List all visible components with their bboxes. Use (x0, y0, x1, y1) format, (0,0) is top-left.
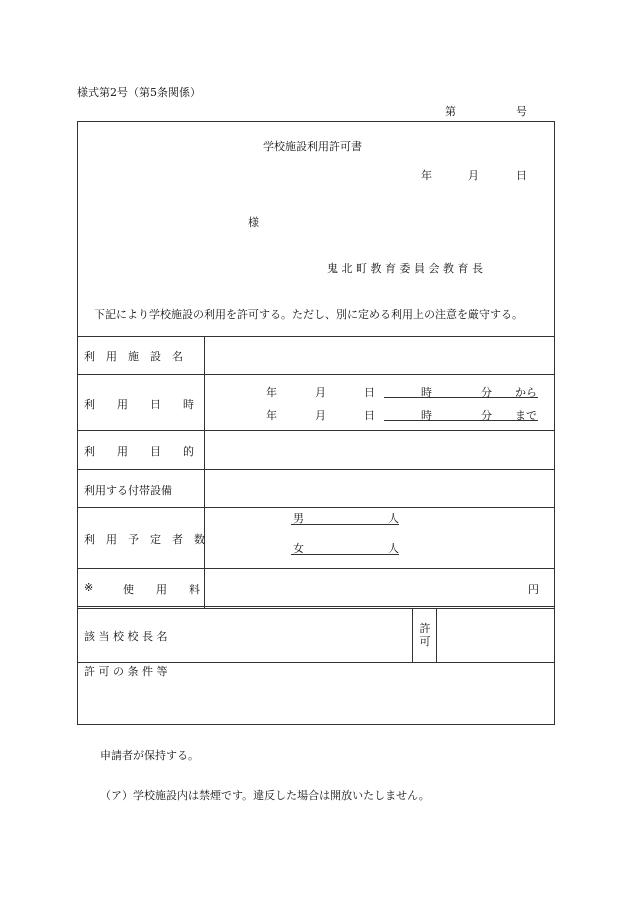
date-month: 月 (468, 169, 479, 182)
end-hour: 時 (421, 409, 432, 422)
date-day: 日 (516, 169, 527, 182)
end-day: 日 (364, 409, 375, 422)
equipment-label: 利用する付帯設備 (84, 484, 172, 497)
end-until: まで (515, 409, 537, 422)
fee-label: 使 用 料 (123, 583, 200, 596)
holder-note: 申請者が保持する。 (100, 749, 199, 762)
female-person-unit: 人 (388, 542, 399, 555)
row-divider (77, 469, 555, 470)
yen-unit: 円 (528, 583, 539, 596)
form-number: 様式第2号（第5条関係） (77, 86, 201, 99)
start-hour: 時 (421, 386, 432, 399)
issuer-name: 鬼 北 町 教 育 委 員 会 教 育 長 (327, 262, 483, 275)
permit-stamp-label: 許可 (419, 622, 431, 648)
row-divider (77, 336, 555, 337)
female-label: 女 (293, 542, 304, 555)
end-minute: 分 (481, 409, 492, 422)
stamp-left-divider (412, 608, 413, 662)
male-label: 男 (293, 512, 304, 525)
row-divider (77, 374, 555, 375)
conditions-label: 許 可 の 条 件 等 (84, 665, 168, 678)
end-month: 月 (315, 409, 326, 422)
row-divider (77, 430, 555, 431)
principal-name-label: 該 当 校 校 長 名 (84, 630, 168, 643)
row-divider (77, 606, 555, 607)
smoking-note: （ア）学校施設内は禁煙です。違反した場合は開放いたしません。 (100, 789, 430, 802)
stamp-right-divider (436, 608, 437, 662)
start-day: 日 (364, 386, 375, 399)
number-suffix: 号 (516, 105, 527, 118)
label-column-divider (204, 336, 205, 608)
male-person-unit: 人 (388, 512, 399, 525)
male-underline (291, 524, 399, 525)
purpose-label: 利 用 目 的 (84, 445, 194, 458)
permission-statement: 下記により学校施設の利用を許可する。ただし、別に定める利用上の注意を厳守する。 (94, 308, 523, 321)
attendee-count-label: 利 用 予 定 者 数 (84, 533, 205, 546)
end-time-underline (384, 420, 538, 421)
female-underline (291, 554, 399, 555)
start-from: から (515, 386, 537, 399)
row-divider (77, 568, 555, 569)
addressee-honorific: 様 (248, 216, 259, 229)
start-year: 年 (266, 386, 277, 399)
facility-label: 利 用 施 設 名 (84, 350, 183, 363)
start-minute: 分 (481, 386, 492, 399)
document-title: 学校施設利用許可書 (263, 140, 362, 153)
fee-mark: ※ (84, 581, 94, 594)
datetime-label: 利 用 日 時 (84, 398, 194, 411)
row-divider-double (77, 608, 555, 609)
start-month: 月 (315, 386, 326, 399)
row-divider (77, 507, 555, 508)
number-prefix: 第 (445, 105, 456, 118)
end-year: 年 (266, 409, 277, 422)
start-time-underline (384, 397, 538, 398)
date-year: 年 (421, 169, 432, 182)
